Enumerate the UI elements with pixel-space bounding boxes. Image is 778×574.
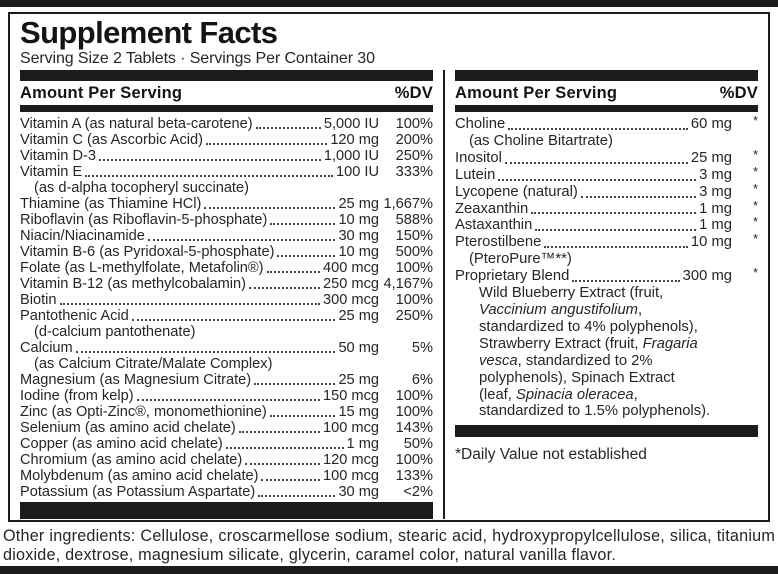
- nutrient-amount: 30 mg: [338, 228, 379, 244]
- nutrient-dv: 500%: [395, 244, 433, 260]
- dot-leader: [504, 150, 689, 167]
- nutrient-amount: 300 mcg: [323, 292, 379, 308]
- column-header-rule: [20, 105, 433, 112]
- nutrient-dv: 50%: [403, 436, 433, 452]
- nutrient-amount: 25 mg: [338, 308, 379, 324]
- nutrient-amount: 1 mg: [699, 217, 732, 234]
- nutrient-name: Vitamin E: [20, 164, 83, 180]
- blend-detail-line: [455, 403, 758, 420]
- nutrient-row: [20, 292, 433, 308]
- nutrient-name: Zinc (as Opti-Zinc®, monomethionine): [20, 404, 267, 420]
- nutrient-form-note: [20, 324, 433, 340]
- nutrient-amount: 250 mcg: [323, 276, 379, 292]
- nutrient-amount: 25 mg: [690, 149, 732, 166]
- daily-value-footnote: *Daily Value not established: [455, 446, 647, 464]
- facts-column-right: [455, 70, 758, 519]
- nutrient-form-note: [20, 356, 433, 372]
- nutrient-dv: 143%: [395, 420, 433, 436]
- nutrient-dv: *: [752, 214, 758, 230]
- nutrient-dv: *: [752, 265, 758, 281]
- nutrient-dv: *: [752, 180, 758, 196]
- dot-leader: [507, 116, 689, 133]
- text-segment: ,: [633, 386, 638, 403]
- nutrient-amount: 25 mg: [338, 196, 379, 212]
- nutrient-name: Calcium: [20, 340, 73, 356]
- column-header-rule: [455, 105, 758, 112]
- nutrient-name: Iodine (from kelp): [20, 388, 134, 404]
- footnote-rule-bar: [455, 425, 758, 437]
- nutrient-amount: 1 mg: [346, 436, 379, 452]
- nutrient-amount: 50 mg: [338, 340, 379, 356]
- dot-leader: [543, 234, 689, 251]
- nutrient-dv: *: [752, 231, 758, 247]
- dot-leader: [238, 420, 321, 436]
- nutrient-name: Niacin/Niacinamide: [20, 228, 145, 244]
- dot-leader: [266, 260, 321, 276]
- nutrient-dv: 100%: [395, 260, 433, 276]
- nutrient-row: [20, 468, 433, 484]
- dot-leader: [269, 404, 337, 420]
- nutrient-name: Potassium (as Potassium Aspartate): [20, 484, 256, 500]
- dot-leader: [98, 148, 322, 164]
- nutrient-name: Proprietary Blend: [455, 268, 570, 285]
- blend-detail-line: [455, 387, 758, 404]
- text-segment: (as d-alpha tocopheryl succinate): [34, 180, 249, 196]
- dot-leader: [257, 484, 336, 500]
- nutrient-row: [20, 164, 433, 180]
- nutrient-dv: <2%: [403, 484, 433, 500]
- dot-leader: [255, 116, 322, 132]
- nutrient-name: Vitamin B-12 (as methylcobalamin): [20, 276, 247, 292]
- nutrient-row: [20, 404, 433, 420]
- nutrient-amount: 1 mg: [699, 200, 732, 217]
- nutrient-row: [20, 436, 433, 452]
- nutrient-dv: 200%: [395, 132, 433, 148]
- nutrient-dv: 6%: [411, 372, 433, 388]
- panel-title: Supplement Facts: [20, 15, 278, 50]
- dot-leader: [136, 388, 321, 404]
- nutrient-name: Pterostilbene: [455, 234, 542, 251]
- nutrient-form-note: [455, 251, 758, 268]
- nutrient-row: [20, 260, 433, 276]
- nutrient-amount: 300 mg: [682, 268, 732, 285]
- text-segment: standardized to 4% polyphenols),: [479, 318, 698, 335]
- text-segment: Strawberry Extract (fruit,: [479, 335, 643, 352]
- dot-leader: [75, 340, 337, 356]
- nutrient-row: [20, 372, 433, 388]
- blend-detail-line: [455, 319, 758, 336]
- column-header: [455, 81, 758, 105]
- text-segment: (as Choline Bitartrate): [469, 132, 613, 149]
- text-segment: vesca: [479, 352, 518, 369]
- nutrient-dv: 333%: [395, 164, 433, 180]
- text-segment: ,: [638, 301, 643, 318]
- nutrient-dv: 588%: [395, 212, 433, 228]
- nutrient-amount: 25 mg: [338, 372, 379, 388]
- nutrient-dv: 100%: [395, 116, 433, 132]
- column-header: [20, 81, 433, 105]
- nutrient-row: [455, 113, 758, 133]
- dot-leader: [571, 268, 680, 285]
- text-segment: polyphenols), Spinach Extract: [479, 369, 675, 386]
- nutrient-row: [20, 452, 433, 468]
- dot-leader: [59, 292, 322, 308]
- nutrient-name: Biotin: [20, 292, 57, 308]
- nutrient-dv: 100%: [395, 388, 433, 404]
- nutrient-name: Vitamin D-3: [20, 148, 96, 164]
- nutrient-dv: 250%: [395, 148, 433, 164]
- nutrient-amount: 120 mg: [330, 132, 379, 148]
- nutrient-amount: 150 mcg: [323, 388, 379, 404]
- dot-leader: [276, 244, 336, 260]
- nutrient-dv: 100%: [395, 452, 433, 468]
- nutrient-name: Lycopene (natural): [455, 183, 578, 200]
- nutrient-row: [20, 116, 433, 132]
- dot-leader: [580, 184, 697, 201]
- nutrient-name: Vitamin A (as natural beta-carotene): [20, 116, 253, 132]
- nutrient-dv: 133%: [395, 468, 433, 484]
- nutrient-amount: 10 mg: [690, 234, 732, 251]
- nutrient-row: [20, 196, 433, 212]
- nutrient-row: [455, 231, 758, 251]
- nutrient-name: Chromium (as amino acid chelate): [20, 452, 243, 468]
- column-top-bar: [455, 70, 758, 81]
- dot-leader: [530, 201, 697, 218]
- dot-leader: [131, 308, 337, 324]
- text-segment: (d-calcium pantothenate): [34, 324, 196, 340]
- nutrient-row: [455, 265, 758, 285]
- other-ingredients-text: Other ingredients: Cellulose, croscarmellose sodium, stearic acid, hydroxypropylcellulose, silica, titanium dioxide, dextrose, magnesium silicate, glycerin, caramel color, natural vanilla flavor.: [3, 527, 775, 564]
- text-segment: (as Calcium Citrate/Malate Complex): [34, 356, 273, 372]
- nutrient-row: [20, 148, 433, 164]
- text-segment: (PteroPure™**): [469, 251, 572, 268]
- nutrient-row: [455, 180, 758, 201]
- nutrient-name: Pantothenic Acid: [20, 308, 129, 324]
- dot-leader: [244, 452, 321, 468]
- text-segment: standardized to 1.5% polyphenols).: [479, 403, 711, 420]
- nutrient-amount: 5,000 IU: [323, 116, 379, 132]
- nutrient-name: Thiamine (as Thiamine HCl): [20, 196, 202, 212]
- nutrient-row: [455, 214, 758, 234]
- nutrient-amount: 1,000 IU: [323, 148, 379, 164]
- dot-leader: [260, 468, 321, 484]
- dv-header-label: %DV: [394, 84, 433, 102]
- serving-info: Serving Size 2 Tablets · Servings Per Container 30: [20, 50, 375, 67]
- nutrient-amount: 10 mg: [338, 244, 379, 260]
- nutrient-name: Magnesium (as Magnesium Citrate): [20, 372, 252, 388]
- nutrient-row: [20, 388, 433, 404]
- dot-leader: [248, 276, 321, 292]
- nutrient-amount: 100 IU: [336, 164, 379, 180]
- dot-leader: [497, 167, 697, 184]
- nutrient-amount: 100 mcg: [323, 468, 379, 484]
- nutrient-name: Astaxanthin: [455, 217, 533, 234]
- nutrient-row: [20, 244, 433, 260]
- nutrient-row: [20, 340, 433, 356]
- dot-leader: [203, 196, 336, 212]
- nutrient-name: Choline: [455, 116, 506, 132]
- nutrient-dv: *: [752, 163, 758, 179]
- dot-leader: [269, 212, 336, 228]
- nutrient-row: [455, 163, 758, 184]
- nutrient-row: [455, 197, 758, 218]
- blend-detail-line: [455, 302, 758, 319]
- nutrient-row: [20, 420, 433, 436]
- amount-per-serving-label: Amount Per Serving: [20, 84, 183, 102]
- text-segment: Wild Blueberry Extract (fruit,: [479, 285, 664, 302]
- column-top-bar: [20, 70, 433, 81]
- nutrient-amount: 60 mg: [690, 116, 732, 132]
- nutrient-row: [455, 146, 758, 167]
- nutrient-row: [20, 228, 433, 244]
- nutrient-amount: 3 mg: [699, 183, 732, 200]
- nutrient-form-note: [20, 180, 433, 196]
- nutrient-row: [20, 212, 433, 228]
- column-divider: [443, 70, 445, 519]
- nutrient-dv: 4,167%: [383, 276, 433, 292]
- nutrient-amount: 120 mcg: [323, 452, 379, 468]
- amount-per-serving-label: Amount Per Serving: [455, 84, 618, 102]
- nutrient-dv: 100%: [395, 292, 433, 308]
- nutrient-name: Vitamin C (as Ascorbic Acid): [20, 132, 204, 148]
- nutrient-name: Lutein: [455, 166, 496, 183]
- blend-detail-line: [455, 285, 758, 302]
- blend-detail-line: [455, 336, 758, 353]
- nutrient-name: Selenium (as amino acid chelate): [20, 420, 236, 436]
- nutrient-amount: 10 mg: [338, 212, 379, 228]
- bottom-border-bar: [0, 566, 778, 574]
- nutrient-dv: 250%: [395, 308, 433, 324]
- nutrient-dv: *: [752, 197, 758, 213]
- nutrient-amount: 3 mg: [699, 166, 732, 183]
- dot-leader: [147, 228, 337, 244]
- nutrient-name: Vitamin B-6 (as Pyridoxal-5-phosphate): [20, 244, 275, 260]
- nutrient-name: Inositol: [455, 149, 502, 166]
- dot-leader: [84, 164, 334, 180]
- nutrient-amount: 400 mcg: [323, 260, 379, 276]
- nutrient-name: Molybdenum (as amino acid chelate): [20, 468, 259, 484]
- nutrient-amount: 15 mg: [338, 404, 379, 420]
- nutrient-dv: *: [752, 146, 758, 162]
- nutrient-dv: 150%: [395, 228, 433, 244]
- dot-leader: [205, 132, 328, 148]
- nutrient-dv: 100%: [395, 404, 433, 420]
- text-segment: Vaccinium angustifolium: [479, 301, 639, 318]
- nutrient-row: [20, 132, 433, 148]
- column-bottom-bar: [20, 502, 433, 519]
- nutrient-row: [20, 484, 433, 500]
- dv-header-label: %DV: [719, 84, 758, 102]
- facts-column-left: [20, 70, 433, 519]
- nutrient-amount: 100 mcg: [323, 420, 379, 436]
- facts-columns: [20, 70, 758, 519]
- nutrient-dv: *: [752, 113, 758, 128]
- dot-leader: [534, 217, 697, 234]
- nutrient-form-note: [455, 133, 758, 150]
- nutrient-name: Copper (as amino acid chelate): [20, 436, 223, 452]
- nutrient-row: [20, 276, 433, 292]
- nutrient-name: Zeaxanthin: [455, 200, 529, 217]
- text-segment: Spinacia oleracea: [516, 386, 634, 403]
- nutrient-row: [20, 308, 433, 324]
- text-segment: Fragaria: [642, 335, 698, 352]
- nutrient-name: Folate (as L-methylfolate, Metafolin®): [20, 260, 264, 276]
- blend-detail-line: [455, 353, 758, 370]
- nutrient-amount: 30 mg: [338, 484, 379, 500]
- facts-panel: [8, 12, 770, 522]
- top-border-bar: [0, 0, 778, 7]
- blend-detail-line: [455, 370, 758, 387]
- text-segment: , standardized to 2%: [517, 352, 653, 369]
- nutrient-dv: 5%: [411, 340, 433, 356]
- nutrient-name: Riboflavin (as Riboflavin-5-phosphate): [20, 212, 268, 228]
- nutrient-dv: 1,667%: [383, 196, 433, 212]
- text-segment: (leaf,: [479, 386, 517, 403]
- dot-leader: [253, 372, 336, 388]
- dot-leader: [225, 436, 345, 452]
